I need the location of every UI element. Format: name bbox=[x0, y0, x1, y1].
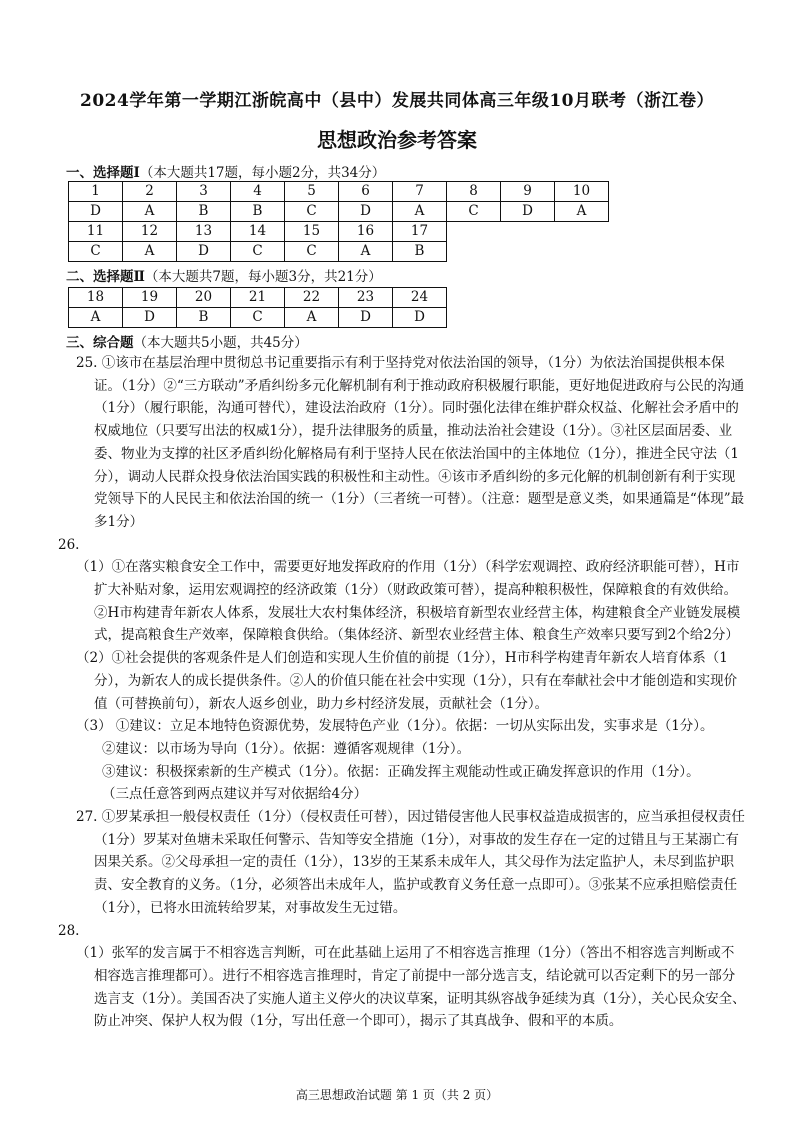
table-row: 11 12 13 14 15 16 17 bbox=[69, 222, 609, 242]
question-28-number: 28. bbox=[58, 922, 80, 939]
question-26-part3-note: （三点任意答到两点建议并写对依据给4分） bbox=[102, 786, 368, 803]
answer-body bbox=[58, 352, 746, 1033]
section1-heading: 一、选择题Ⅰ（本大题共17题，每小题2分，共34分） bbox=[66, 165, 386, 181]
page-subtitle: 思想政治参考答案 bbox=[317, 128, 477, 152]
question-26-part1: （1）①在落实粮食安全工作中，需要更好地发挥政府的作用（1分）（科学宏观调控、政府经济职能可替），H市扩大补贴对象，运用宏观调控的经济政策（1分）（财政政策可替），提高种粮积极性，保障粮食的有效供给。②H市构建青年新农人体系，发展壮大农村集体经济，积极培育新型农业经营主体，构建粮食全产业链发展模式，提高粮食生产效率，保障粮食供给。（集体经济、新型农业经营主体、粮食生产效率只要写到2个给2分） bbox=[76, 559, 741, 644]
question-26-part3-2: ②建议：以市场为导向（1分）。依据：遵循客观规律（1分）。 bbox=[102, 740, 471, 757]
table-row: D A B B C D A C D A bbox=[69, 202, 609, 222]
question-27-answer: 27. ①罗某承担一般侵权责任（1分）（侵权责任可替），因过错侵害他人民事权益造成损害的，应当承担侵权责任（1分）罗某对鱼塘未采取任何警示、告知等安全措施（1分），对事故的发生存在一定的过错且与王某溺亡有因果关系。②父母承担一定的责任（1分），13岁的王某系未成年人，其父母作为法定监护人，未尽到监护职责、安全教育的义务。（1分，必须答出未成年人，监护或教育义务任意一点即可）。③张某不应承担赔偿责任（1分），已将水田流转给罗某，对事故发生无过错。 bbox=[76, 809, 745, 916]
section1-answer-table bbox=[68, 181, 609, 262]
table-row: 18 19 20 21 22 23 24 bbox=[69, 288, 447, 308]
question-25-answer: 25. ①该市在基层治理中贯彻总书记重要指示有利于坚持党对依法治国的领导，（1分）为依法治国提供根本保证。（1分）②“三方联动”矛盾纠纷多元化解机制有利于推动政府积极履行职能，更好地促进政府与公民的沟通（1分）（履行职能，沟通可替代），建设法治政府（1分）。同时强化法律在维护群众权益、化解社会矛盾中的权威地位（只要写出法的权威1分），提升法律服务的质量，推动法治社会建设（1分）。③社区层面居委、业委、物业为支撑的社区矛盾纠纷化解格局有利于坚持人民在依法治国中的主体地位（1分），推进全民守法（1分），调动人民群众投身依法治国实践的积极性和主动性。④该市矛盾纠纷的多元化解的机制创新有利于实现党领导下的人民民主和依法治国的统一（1分）（三者统一可替）。（注意：题型是意义类，如果通篇是“体现”最多1分） bbox=[76, 355, 745, 530]
page-footer: 高三思想政治试题 第 1 页（共 2 页） bbox=[295, 1088, 499, 1102]
section2-heading: 二、选择题Ⅱ（本大题共7题，每小题3分，共21分） bbox=[66, 269, 382, 285]
question-26-part3-3: ③建议：积极探索新的生产模式（1分）。依据：正确发挥主观能动性或正确发挥意识的作用（1分）。 bbox=[102, 763, 700, 780]
table-row: 1 2 3 4 5 6 7 8 9 10 bbox=[69, 182, 609, 202]
question-26-part3-1: （3） ①建议：立足本地特色资源优势，发展特色产业（1分）。依据：一切从实际出发，实事求是（1分）。 bbox=[76, 718, 714, 735]
exam-title: 2024学年第一学期江浙皖高中（县中）发展共同体高三年级10月联考（浙江卷） bbox=[80, 91, 714, 111]
question-28-part1: （1）张军的发言属于不相容选言判断，可在此基础上运用了不相容选言推理（1分）（答出不相容选言判断或不相容选言推理都可）。进行不相容选言推理时，肯定了前提中一部分选言支，结论就可以否定剩下的另一部分选言支（1分）。美国否决了实施人道主义停火的决议草案，证明其纵容战争延续为真（1分），关心民众安全、防止冲突、保护人权为假（1分，写出任意一个即可），揭示了其真战争、假和平的本质。 bbox=[76, 945, 746, 1030]
question-26-number: 26. bbox=[58, 536, 80, 553]
table-row: C A D C C A B bbox=[69, 242, 609, 262]
section2-answer-table bbox=[68, 287, 447, 328]
table-row: A D B C A D D bbox=[69, 308, 447, 328]
section3-heading: 三、综合题（本大题共5小题，共45分） bbox=[66, 335, 308, 351]
question-26-part2: （2）①社会提供的客观条件是人们创造和实现人生价值的前提（1分），H市科学构建青年新农人培育体系（1分），为新农人的成长提供条件。②人的价值只能在社会中实现（1分），只有在奉献社会中才能创造和实现价值（可替换前句），新农人返乡创业，助力乡村经济发展，贡献社会（1分）。 bbox=[76, 650, 738, 712]
